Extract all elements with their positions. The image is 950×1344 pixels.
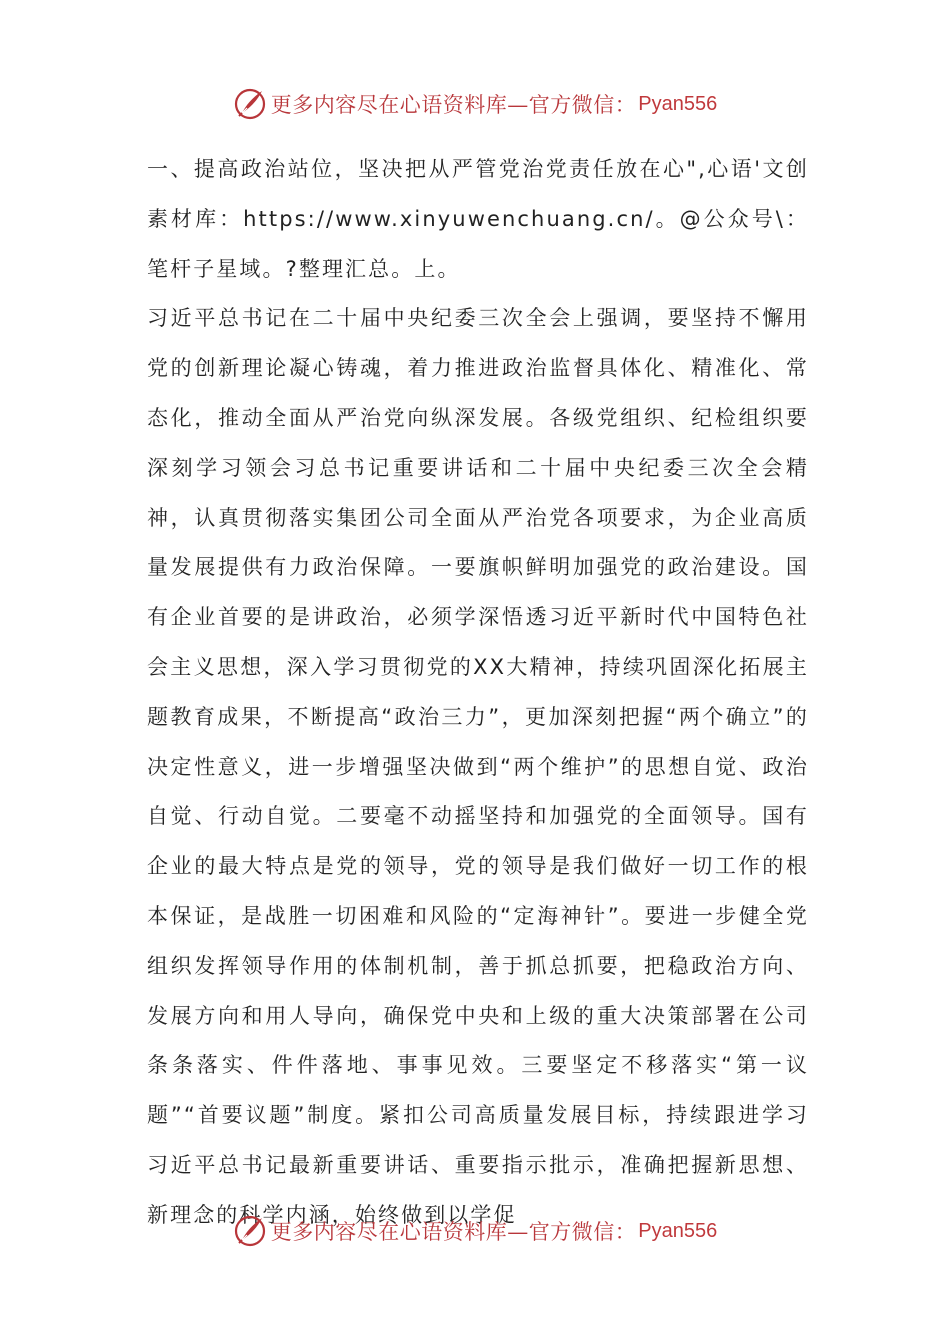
banner-wechat-id: Pyan556 [638,92,718,115]
paragraph-body: 习近平总书记在二十届中央纪委三次全会上强调，要坚持不懈用党的创新理论凝心铸魂，着力推进政治监督具体化、精准化、常态化，推动全面从严治党向纵深发展。各级党组织、纪检组织要深刻学习领会习总书记重要讲话和二十届中央纪委三次全会精神，认真贯彻落实集团公司全面从严治党各项要求，为企业高质量发展提供有力政治保障。一要旗帜鲜明加强党的政治建设。国有企业首要的是讲政治，必须学深悟透习近平新时代中国特色社会主义思想，深入学习贯彻党的XX大精神，持续巩固深化拓展主题教育成果，不断提高“政治三力”，更加深刻把握“两个确立”的决定性意义，进一步增强坚决做到“两个维护”的思想自觉、政治自觉、行动自觉。二要毫不动摇坚持和加强党的全面领导。国有企业的最大特点是党的领导，党的领导是我们做好一切工作的根本保证，是战胜一切困难和风险的“定海神针”。要进一步健全党组织发挥领导作用的体制机制，善于抓总抓要，把稳政治方向、发展方向和用人导向，确保党中央和上级的重大决策部署在公司条条落实、件件落地、事事见效。三要坚定不移落实“第一议题”“首要议题”制度。紧扣公司高质量发展目标，持续跟进学习习近平总书记最新重要讲话、重要指示批示，准确把握新思想、新理念的科学内涵，始终做到以学促 [147,306,809,1227]
footer-banner [0,1211,950,1251]
paragraph-heading: 一、提高政治站位，坚决把从严管党治党责任放在心",心语'文创素材库：https://www.xinyuwenchuang.cn/。@公众号\：笔杆子星域。?整理汇总。上。 [147,157,809,281]
banner-slogan: 更多内容尽在心语资料库—官方微信： [270,1220,637,1244]
banner-slogan: 更多内容尽在心语资料库—官方微信： [270,93,637,117]
banner-wechat-id: Pyan556 [638,1219,718,1242]
quill-pen-logo-icon [233,1214,267,1248]
quill-pen-logo-icon [233,87,267,121]
header-banner [0,84,950,124]
document-body [147,145,809,1241]
